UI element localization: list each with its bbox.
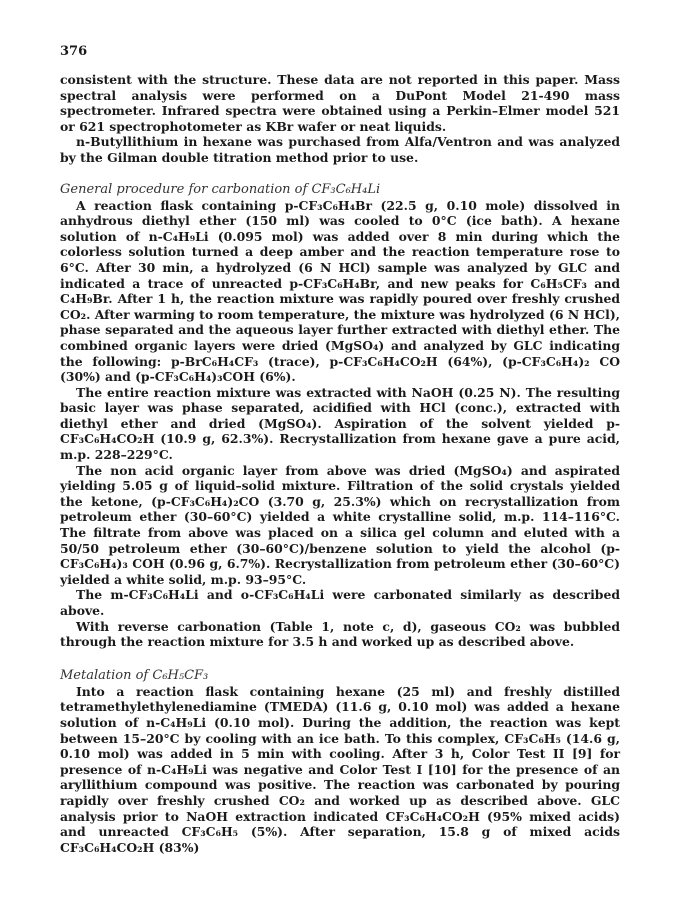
paragraph-butyllithium: n-Butyllithium in hexane was purchased from Alfa/Ventron and was analyzed by the Gilman double titration method prior to use. — [60, 134, 620, 165]
paragraph-carbonation-procedure: A reaction flask containing p-CF₃C₆H₄Br (22.5 g, 0.10 mole) dissolved in anhydrous diethyl ether (150 ml) was cooled to 0°C (ice bath). A hexane solution of n-C₄H₉Li (0.095 mol) was added over 8 min during which the colorless solution turned a deep amber and the reaction temperature rose to 6°C. After 30 min, a hydrolyzed (6 N HCl) sample was analyzed by GLC and indicated a trace of unreacted p-CF₃C₆H₄Br, and new peaks for C₆H₅CF₃ and C₄H₉Br. After 1 h, the reaction mixture was rapidly poured over freshly crushed CO₂. After warming to room temperature, the mixture was hydrolyzed (6 N HCl), phase separated and the aqueous layer further extracted with diethyl ether. The combined organic layers were dried (MgSO₄) and analyzed by GLC indicating the following: p-BrC₆H₄CF₃ (trace), p-CF₃C₆H₄CO₂H (64%), (p-CF₃C₆H₄)₂ CO (30%) and (p-CF₃C₆H₄)₃COH (6%). — [60, 197, 620, 385]
paragraph-non-acid-layer: The non acid organic layer from above was dried (MgSO₄) and aspirated yielding 5.05 g of liquid–solid mixture. Filtration of the solid crystals yielded the ketone, (p-CF₃C₆H₄)₂CO (3.70 g, 25.3%) which on recrystallization from petroleum ether (30–60°C) yielded a white crystalline solid, m.p. 114–116°C. The filtrate from above was placed on a silica gel column and eluted with a 50/50 petroleum ether (30–60°C)/benzene solution to yield the alcohol (p-CF₃C₆H₄)₃ COH (0.96 g, 6.7%). Recrystallization from petroleum ether (30–60°C) yielded a white solid, m.p. 93–95°C. — [60, 462, 620, 587]
section-heading-carbonation: General procedure for carbonation of CF₃C₆H₄Li — [60, 181, 381, 197]
page-number: 376 — [60, 44, 88, 59]
section-heading-metalation: Metalation of C₆H₅CF₃ — [60, 667, 209, 683]
paragraph-reverse-carbonation: With reverse carbonation (Table 1, note c, d), gaseous CO₂ was bubbled through the reaction mixture for 3.5 h and worked up as described above. — [60, 618, 620, 650]
paragraph-metalation-procedure: Into a reaction flask containing hexane (25 ml) and freshly distilled tetramethylethylenediamine (TMEDA) (11.6 g, 0.10 mol) was added a hexane solution of n-C₄H₉Li (0.10 mol). During the addition, the reaction was kept between 15–20°C by cooling with an ice bath. To this complex, CF₃C₆H₅ (14.6 g, 0.10 mol) was added in 5 min with cooling. After 3 h, Color Test II [9] for presence of n-C₄H₉Li was negative and Color Test I [10] for the presence of an aryllithium compound was positive. The reaction was carbonated by pouring rapidly over freshly crushed CO₂ and worked up as described above. GLC analysis prior to NaOH extraction indicated CF₃C₆H₄CO₂H (95% mixed acids) and unreacted CF₃C₆H₅ (5%). After separation, 15.8 g of mixed acids CF₃C₆H₄CO₂H (83%) — [60, 683, 620, 855]
article-body — [60, 72, 620, 855]
paragraph-naoh-extraction: The entire reaction mixture was extracted with NaOH (0.25 N). The resulting basic layer was phase separated, acidified with HCl (conc.), extracted with diethyl ether and dried (MgSO₄). Aspiration of the solvent yielded p-CF₃C₆H₄CO₂H (10.9 g, 62.3%). Recrystallization from hexane gave a pure acid, m.p. 228–229°C. — [60, 384, 620, 463]
paragraph-isomer-carbonation: The m-CF₃C₆H₄Li and o-CF₃C₆H₄Li were carbonated similarly as described above. — [60, 587, 620, 618]
paragraph-spectra: consistent with the structure. These data are not reported in this paper. Mass spectral analysis were performed on a DuPont Model 21-490 mass spectrometer. Infrared spectra were obtained using a Perkin–Elmer model 521 or 621 spectrophotometer as KBr wafer or neat liquids. — [60, 72, 620, 134]
